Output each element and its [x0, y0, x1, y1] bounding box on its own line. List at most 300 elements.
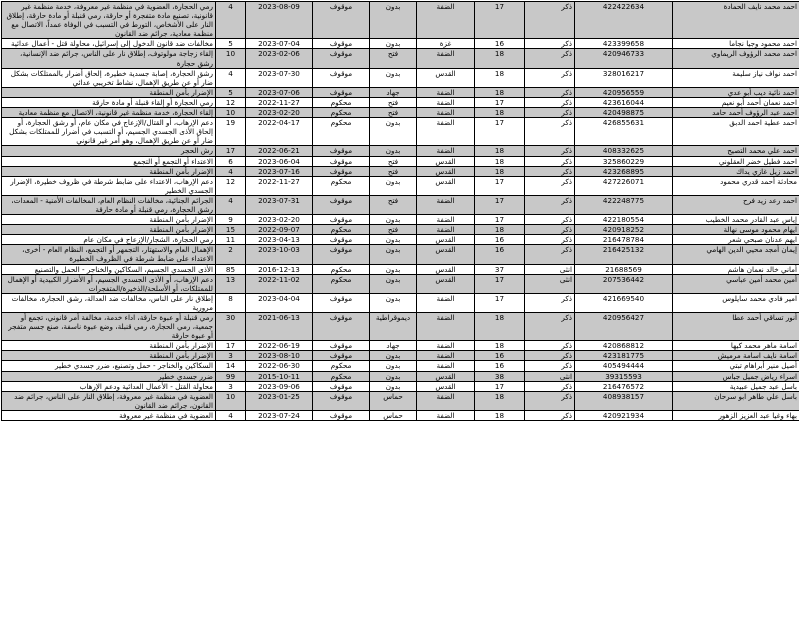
- cell-charges: دعم الإرهاب، الاعتداء على ضابط شرطة في ظروف خطيرة، الإضرار الجسدي الخطير: [2, 176, 216, 195]
- cell-id-number: 408938157: [575, 391, 673, 410]
- cell-status: موقوف: [313, 313, 370, 341]
- table-row: [2, 245, 800, 264]
- cell-months: 5: [216, 39, 246, 49]
- cell-months: 4: [216, 2, 246, 39]
- cell-region: الضفة: [417, 87, 475, 97]
- cell-affiliation: بدون: [370, 2, 417, 39]
- table-row: [2, 351, 800, 361]
- table-row: [2, 156, 800, 166]
- cell-months: 4: [216, 410, 246, 420]
- cell-affiliation: فتح: [370, 108, 417, 118]
- cell-charges: إلقاء الحجارة، خدمة منظمة غير قانونية، الاتصال مع منظمة معادية: [2, 108, 216, 118]
- cell-name: احمد فطيل خضر العقلوني: [673, 156, 800, 166]
- cell-region: الضفة: [417, 313, 475, 341]
- cell-name: اسامة ماهر محمد كيها: [673, 341, 800, 351]
- table-body: [2, 2, 800, 421]
- cell-charges: السكاكين والخناجر - حمل وتصنيع، ضرر جسدي خطير: [2, 361, 216, 371]
- cell-gender: ذكر: [525, 2, 575, 39]
- cell-region: الضفة: [417, 341, 475, 351]
- cell-arrest-date: 2016-12-13: [246, 264, 313, 274]
- cell-gender: ذكر: [525, 146, 575, 156]
- cell-affiliation: بدون: [370, 68, 417, 87]
- cell-region: القدس: [417, 264, 475, 274]
- cell-status: موقوف: [313, 381, 370, 391]
- cell-charges: إطلاق نار على الناس، مخالفات ضد العدالة، رشق الحجارة، مخالفات مرورية: [2, 293, 216, 312]
- cell-arrest-date: 2022-11-02: [246, 274, 313, 293]
- cell-months: 3: [216, 381, 246, 391]
- cell-age: 18: [475, 225, 525, 235]
- cell-status: موقوف: [313, 215, 370, 225]
- cell-months: 10: [216, 108, 246, 118]
- cell-name: باسل علي طاهر ابو سرحان: [673, 391, 800, 410]
- cell-gender: ذكر: [525, 87, 575, 97]
- cell-name: امير فادي محمد سايلوس: [673, 293, 800, 312]
- cell-id-number: 427226071: [575, 176, 673, 195]
- cell-charges: العضوية في منظمة غير معروفة، إطلاق النار على الناس، جرائم ضد القانون، جرائم ضد القانون: [2, 391, 216, 410]
- cell-region: القدس: [417, 274, 475, 293]
- cell-name: احمد رعد زيد فرح: [673, 195, 800, 214]
- cell-name: احمد نعمان أحمد أبو نعيم: [673, 97, 800, 107]
- cell-id-number: 420918252: [575, 225, 673, 235]
- cell-charges: الإضرار بأمن المنطقة: [2, 166, 216, 176]
- table-row: [2, 341, 800, 351]
- cell-region: الضفة: [417, 293, 475, 312]
- cell-status: موقوف: [313, 293, 370, 312]
- cell-affiliation: بدون: [370, 146, 417, 156]
- cell-charges: الإضرار بأمن المنطقة: [2, 225, 216, 235]
- cell-gender: ذكر: [525, 215, 575, 225]
- table-row: [2, 371, 800, 381]
- cell-arrest-date: 2023-07-31: [246, 195, 313, 214]
- cell-arrest-date: 2015-10-11: [246, 371, 313, 381]
- cell-months: 13: [216, 274, 246, 293]
- cell-status: محكوم: [313, 118, 370, 146]
- cell-gender: ذكر: [525, 39, 575, 49]
- cell-affiliation: حماس: [370, 410, 417, 420]
- cell-id-number: 420956559: [575, 87, 673, 97]
- cell-arrest-date: 2023-09-06: [246, 381, 313, 391]
- cell-arrest-date: 2023-08-09: [246, 2, 313, 39]
- cell-region: القدس: [417, 176, 475, 195]
- cell-charges: إلقاء زجاجة مولوتوف، إطلاق نار على الناس، جرائم ضد الإنسانية، رشق حجارة: [2, 49, 216, 68]
- cell-age: 18: [475, 156, 525, 166]
- table-row: [2, 118, 800, 146]
- cell-region: الضفة: [417, 118, 475, 146]
- cell-arrest-date: 2023-08-10: [246, 351, 313, 361]
- cell-id-number: 421669540: [575, 293, 673, 312]
- table-row: [2, 87, 800, 97]
- cell-age: 17: [475, 118, 525, 146]
- cell-region: الضفة: [417, 195, 475, 214]
- cell-charges: مخالفات ضد قانون الدخول إلى إسرائيل، محاولة قتل - أعمال عدائية: [2, 39, 216, 49]
- cell-region: غزة: [417, 39, 475, 49]
- cell-arrest-date: 2022-11-27: [246, 176, 313, 195]
- cell-arrest-date: 2023-02-20: [246, 108, 313, 118]
- cell-id-number: 39315593: [575, 371, 673, 381]
- cell-gender: ذكر: [525, 391, 575, 410]
- table-row: [2, 235, 800, 245]
- cell-region: القدس: [417, 68, 475, 87]
- table-row: [2, 39, 800, 49]
- cell-name: احمد محمود وجيا نجاما: [673, 39, 800, 49]
- cell-region: القدس: [417, 381, 475, 391]
- cell-region: الضفة: [417, 225, 475, 235]
- cell-months: 19: [216, 118, 246, 146]
- cell-gender: ذكر: [525, 176, 575, 195]
- cell-id-number: 216476572: [575, 381, 673, 391]
- cell-months: 4: [216, 195, 246, 214]
- table-row: [2, 97, 800, 107]
- cell-region: القدس: [417, 166, 475, 176]
- cell-gender: ذكر: [525, 410, 575, 420]
- table-row: [2, 108, 800, 118]
- cell-id-number: 420868812: [575, 341, 673, 351]
- cell-status: محكوم: [313, 274, 370, 293]
- table-row: [2, 195, 800, 214]
- cell-months: 6: [216, 156, 246, 166]
- cell-gender: ذكر: [525, 351, 575, 361]
- cell-id-number: 325860229: [575, 156, 673, 166]
- cell-age: 18: [475, 410, 525, 420]
- cell-affiliation: فتح: [370, 225, 417, 235]
- cell-age: 17: [475, 381, 525, 391]
- cell-status: موقوف: [313, 235, 370, 245]
- table-row: [2, 215, 800, 225]
- cell-gender: انثى: [525, 371, 575, 381]
- cell-name: اسراء رياض جميل جباس: [673, 371, 800, 381]
- cell-affiliation: جهاد: [370, 87, 417, 97]
- cell-gender: انثى: [525, 274, 575, 293]
- cell-name: محادثة أحمد قدري محمود: [673, 176, 800, 195]
- cell-name: احمد علي محمد التصيح: [673, 146, 800, 156]
- cell-name: إيمان أمجد محيي الدين الهامي: [673, 245, 800, 264]
- cell-gender: ذكر: [525, 293, 575, 312]
- cell-status: محكوم: [313, 108, 370, 118]
- cell-name: باسل عبد جميل عبيدية: [673, 381, 800, 391]
- cell-age: 16: [475, 351, 525, 361]
- cell-name: احمد زيل غازي يداك: [673, 166, 800, 176]
- cell-affiliation: بدون: [370, 351, 417, 361]
- cell-charges: رمي الحجارة، الشجار/الإزعاج في مكان عام: [2, 235, 216, 245]
- table-row: [2, 2, 800, 39]
- cell-gender: ذكر: [525, 68, 575, 87]
- cell-age: 16: [475, 245, 525, 264]
- cell-name: ايهم عدنان صبحي شعر: [673, 235, 800, 245]
- cell-months: 8: [216, 293, 246, 312]
- cell-id-number: 408332625: [575, 146, 673, 156]
- cell-gender: ذكر: [525, 108, 575, 118]
- cell-charges: رمي قنبلة أو عبوة حارقة، اداء خدمة، مخالفة أمر قانوني، تجمع أو جمعية، رمي الحجارة، رمي قنبلة، وضع عبوة ناسفة، صنع جسم متفجر أو عبوة حارقة: [2, 313, 216, 341]
- cell-name: ايهام محمود موسى نهالة: [673, 225, 800, 235]
- table-row: [2, 313, 800, 341]
- cell-charges: دعم الإرهاب، أو القتال/الإزعاج في مكان عام، أو رشق الحجارة، أو إلحاق الأذى الجسدي الجسيم، أو التسبب في أضرار للممتلكات بشكل ضار أو عن طريق الإهمال، وهو أمر غير قانوني: [2, 118, 216, 146]
- cell-affiliation: فتح: [370, 156, 417, 166]
- cell-name: أمين محمد أمين عباسي: [673, 274, 800, 293]
- cell-age: 18: [475, 391, 525, 410]
- cell-months: 17: [216, 146, 246, 156]
- cell-status: موقوف: [313, 156, 370, 166]
- cell-name: أنور تساقي أحمد عطا: [673, 313, 800, 341]
- cell-charges: رشق الحجارة، إصابة جسدية خطيرة، إلحاق أضرار بالممتلكات بشكل ضار أو عن طريق الإهمال، نشاط تخريبي عدائي: [2, 68, 216, 87]
- cell-age: 18: [475, 68, 525, 87]
- cell-status: محكوم: [313, 225, 370, 235]
- cell-months: 11: [216, 235, 246, 245]
- cell-id-number: 426855631: [575, 118, 673, 146]
- cell-arrest-date: 2022-06-21: [246, 146, 313, 156]
- cell-charges: العضوية في منظمة غير معروفة: [2, 410, 216, 420]
- detainees-table: [1, 1, 799, 421]
- cell-age: 16: [475, 235, 525, 245]
- cell-age: 38: [475, 371, 525, 381]
- cell-months: 30: [216, 313, 246, 341]
- cell-charges: الأذى الجسدي الجسيم، السكاكين والخناجر - الحمل والتصنيع: [2, 264, 216, 274]
- cell-gender: ذكر: [525, 381, 575, 391]
- cell-charges: الإضرار بأمن المنطقة: [2, 215, 216, 225]
- cell-gender: ذكر: [525, 341, 575, 351]
- cell-id-number: 420956427: [575, 313, 673, 341]
- cell-charges: دعم الإرهاب، أو الأذى الجسدي الجسيم، أو الأضرار الكبيدية أو الإهمال للممتلكات، أو الأسلحة/الذخيرة/المتفجرات: [2, 274, 216, 293]
- cell-months: 99: [216, 371, 246, 381]
- cell-age: 16: [475, 361, 525, 371]
- cell-months: 12: [216, 97, 246, 107]
- cell-age: 17: [475, 215, 525, 225]
- cell-name: اسامة نايف اسامة مرميش: [673, 351, 800, 361]
- cell-region: القدس: [417, 245, 475, 264]
- cell-months: 9: [216, 215, 246, 225]
- table-row: [2, 225, 800, 235]
- cell-charges: الإضرار بأمن المنطقة: [2, 341, 216, 351]
- cell-gender: ذكر: [525, 97, 575, 107]
- cell-age: 18: [475, 166, 525, 176]
- table-row: [2, 391, 800, 410]
- cell-arrest-date: 2022-04-17: [246, 118, 313, 146]
- cell-id-number: 423399658: [575, 39, 673, 49]
- cell-id-number: 216425132: [575, 245, 673, 264]
- cell-affiliation: بدون: [370, 274, 417, 293]
- cell-region: الضفة: [417, 215, 475, 225]
- cell-affiliation: بدون: [370, 381, 417, 391]
- cell-name: بهاء وغيا عبد العزيز الزهور: [673, 410, 800, 420]
- cell-id-number: 21688569: [575, 264, 673, 274]
- cell-status: موقوف: [313, 245, 370, 264]
- cell-affiliation: فتح: [370, 166, 417, 176]
- cell-charges: رمي الحجارة، العضوية في منظمة غير معروفة، خدمة منظمة غير قانونية، تصنيع مادة متفجرة أو حارقة، رمي قنبلة أو مادة حارقة، إطلاق النار على الأشخاص، التورط في التسبب في الوفاة عمداً، الاتصال مع منظمة معادية، جرائم ضد القانون: [2, 2, 216, 39]
- cell-months: 4: [216, 68, 246, 87]
- cell-gender: ذكر: [525, 313, 575, 341]
- cell-affiliation: بدون: [370, 361, 417, 371]
- cell-id-number: 420921934: [575, 410, 673, 420]
- cell-name: احمد محمد نايف الحمادة: [673, 2, 800, 39]
- cell-affiliation: بدون: [370, 39, 417, 49]
- cell-status: محكوم: [313, 371, 370, 381]
- cell-affiliation: بدون: [370, 293, 417, 312]
- cell-age: 18: [475, 341, 525, 351]
- cell-months: 2: [216, 245, 246, 264]
- cell-name: أماني خالد نعمان هاشم: [673, 264, 800, 274]
- cell-charges: الإضرار بأمن المنطقة: [2, 351, 216, 361]
- cell-affiliation: جهاد: [370, 341, 417, 351]
- cell-arrest-date: 2023-07-06: [246, 87, 313, 97]
- cell-charges: الاعتداء أو التجمع أو التجمع: [2, 156, 216, 166]
- cell-age: 17: [475, 293, 525, 312]
- cell-arrest-date: 2022-06-19: [246, 341, 313, 351]
- cell-region: الضفة: [417, 410, 475, 420]
- cell-id-number: 422248775: [575, 195, 673, 214]
- cell-gender: ذكر: [525, 245, 575, 264]
- cell-months: 85: [216, 264, 246, 274]
- cell-region: الضفة: [417, 108, 475, 118]
- table-row: [2, 146, 800, 156]
- cell-charges: محاولة القتل - الأعمال العدائية ودعم الإرهاب: [2, 381, 216, 391]
- cell-name: احمد عطية احمد الدبق: [673, 118, 800, 146]
- cell-months: 12: [216, 176, 246, 195]
- table-row: [2, 264, 800, 274]
- cell-region: الضفة: [417, 97, 475, 107]
- cell-months: 17: [216, 341, 246, 351]
- cell-gender: ذكر: [525, 49, 575, 68]
- cell-gender: ذكر: [525, 118, 575, 146]
- cell-status: موقوف: [313, 195, 370, 214]
- table-row: [2, 176, 800, 195]
- cell-region: الضفة: [417, 361, 475, 371]
- cell-arrest-date: 2023-07-04: [246, 39, 313, 49]
- cell-months: 10: [216, 49, 246, 68]
- cell-id-number: 420498875: [575, 108, 673, 118]
- table-row: [2, 361, 800, 371]
- cell-id-number: 216478784: [575, 235, 673, 245]
- cell-affiliation: بدون: [370, 245, 417, 264]
- cell-affiliation: بدون: [370, 371, 417, 381]
- cell-id-number: 423616044: [575, 97, 673, 107]
- cell-name: احمد عبد الرؤوف أحمد حامد: [673, 108, 800, 118]
- table-row: [2, 293, 800, 312]
- cell-id-number: 207536442: [575, 274, 673, 293]
- cell-affiliation: بدون: [370, 264, 417, 274]
- cell-status: محكوم: [313, 97, 370, 107]
- cell-age: 17: [475, 274, 525, 293]
- cell-months: 4: [216, 166, 246, 176]
- cell-region: الضفة: [417, 49, 475, 68]
- cell-affiliation: بدون: [370, 235, 417, 245]
- cell-age: 18: [475, 146, 525, 156]
- cell-gender: ذكر: [525, 156, 575, 166]
- cell-charges: الإضرار بأمن المنطقة: [2, 87, 216, 97]
- cell-status: موقوف: [313, 87, 370, 97]
- cell-charges: الجرائم الجنائية، مخالفات النظام العام، المخالفات الأمنية - المعدات، رشق الحجارة، رمي قنبلة أو مادة حارقة: [2, 195, 216, 214]
- cell-arrest-date: 2023-07-30: [246, 68, 313, 87]
- table-row: [2, 381, 800, 391]
- cell-affiliation: فتح: [370, 49, 417, 68]
- cell-age: 17: [475, 195, 525, 214]
- cell-arrest-date: 2022-09-07: [246, 225, 313, 235]
- cell-arrest-date: 2023-02-20: [246, 215, 313, 225]
- cell-arrest-date: 2023-04-13: [246, 235, 313, 245]
- cell-age: 17: [475, 176, 525, 195]
- cell-age: 18: [475, 87, 525, 97]
- cell-status: محكوم: [313, 264, 370, 274]
- cell-id-number: 405494444: [575, 361, 673, 371]
- table-row: [2, 49, 800, 68]
- cell-gender: ذكر: [525, 195, 575, 214]
- cell-charges: رش الحجر: [2, 146, 216, 156]
- cell-arrest-date: 2023-01-25: [246, 391, 313, 410]
- cell-affiliation: بدون: [370, 215, 417, 225]
- cell-arrest-date: 2022-06-30: [246, 361, 313, 371]
- cell-arrest-date: 2023-10-03: [246, 245, 313, 264]
- table-row: [2, 166, 800, 176]
- cell-status: موقوف: [313, 341, 370, 351]
- cell-status: محكوم: [313, 361, 370, 371]
- cell-status: موقوف: [313, 146, 370, 156]
- cell-status: موقوف: [313, 391, 370, 410]
- cell-months: 10: [216, 391, 246, 410]
- cell-region: الضفة: [417, 146, 475, 156]
- cell-arrest-date: 2021-06-13: [246, 313, 313, 341]
- cell-id-number: 423268895: [575, 166, 673, 176]
- cell-arrest-date: 2023-04-04: [246, 293, 313, 312]
- cell-affiliation: بدون: [370, 176, 417, 195]
- cell-arrest-date: 2023-07-24: [246, 410, 313, 420]
- cell-status: موقوف: [313, 39, 370, 49]
- table-row: [2, 68, 800, 87]
- cell-gender: ذكر: [525, 166, 575, 176]
- cell-id-number: 328016217: [575, 68, 673, 87]
- cell-arrest-date: 2022-11-27: [246, 97, 313, 107]
- cell-region: القدس: [417, 235, 475, 245]
- cell-status: موقوف: [313, 166, 370, 176]
- cell-affiliation: ديموقراطية: [370, 313, 417, 341]
- cell-months: 5: [216, 87, 246, 97]
- cell-charges: رمي الحجارة أو إلقاء قنبلة أو مادة حارقة: [2, 97, 216, 107]
- cell-affiliation: فتح: [370, 195, 417, 214]
- cell-name: احمد نائية ديب أبو عدي: [673, 87, 800, 97]
- cell-affiliation: حماس: [370, 391, 417, 410]
- cell-arrest-date: 2023-06-04: [246, 156, 313, 166]
- cell-gender: ذكر: [525, 225, 575, 235]
- cell-months: 15: [216, 225, 246, 235]
- cell-status: موقوف: [313, 68, 370, 87]
- cell-name: احمد محمد الرؤوف الريماوي: [673, 49, 800, 68]
- cell-id-number: 422180554: [575, 215, 673, 225]
- cell-age: 37: [475, 264, 525, 274]
- table-row: [2, 274, 800, 293]
- cell-charges: الإهمال العام والاستهتار، التجمهر أو التجمع، النظام العام - أخرى، الاعتداء على ضابط شرطة في الظروف الخطيرة: [2, 245, 216, 264]
- cell-age: 17: [475, 97, 525, 107]
- cell-charges: ضرر جسدي خطير: [2, 371, 216, 381]
- cell-status: موقوف: [313, 351, 370, 361]
- cell-age: 17: [475, 2, 525, 39]
- cell-age: 18: [475, 108, 525, 118]
- cell-arrest-date: 2023-02-06: [246, 49, 313, 68]
- cell-region: القدس: [417, 156, 475, 166]
- cell-affiliation: فتح: [370, 97, 417, 107]
- cell-status: موقوف: [313, 410, 370, 420]
- cell-name: احمد نواف نياز سليمة: [673, 68, 800, 87]
- cell-months: 14: [216, 361, 246, 371]
- cell-region: الضفة: [417, 351, 475, 361]
- cell-name: أصيل منير أبراهام تبتي: [673, 361, 800, 371]
- cell-status: موقوف: [313, 2, 370, 39]
- cell-id-number: 420946733: [575, 49, 673, 68]
- cell-region: الضفة: [417, 2, 475, 39]
- cell-affiliation: بدون: [370, 118, 417, 146]
- cell-id-number: 422422634: [575, 2, 673, 39]
- cell-name: إياس عبد القادر محمد الخطيب: [673, 215, 800, 225]
- cell-region: القدس: [417, 371, 475, 381]
- cell-arrest-date: 2023-07-16: [246, 166, 313, 176]
- cell-gender: ذكر: [525, 361, 575, 371]
- cell-months: 3: [216, 351, 246, 361]
